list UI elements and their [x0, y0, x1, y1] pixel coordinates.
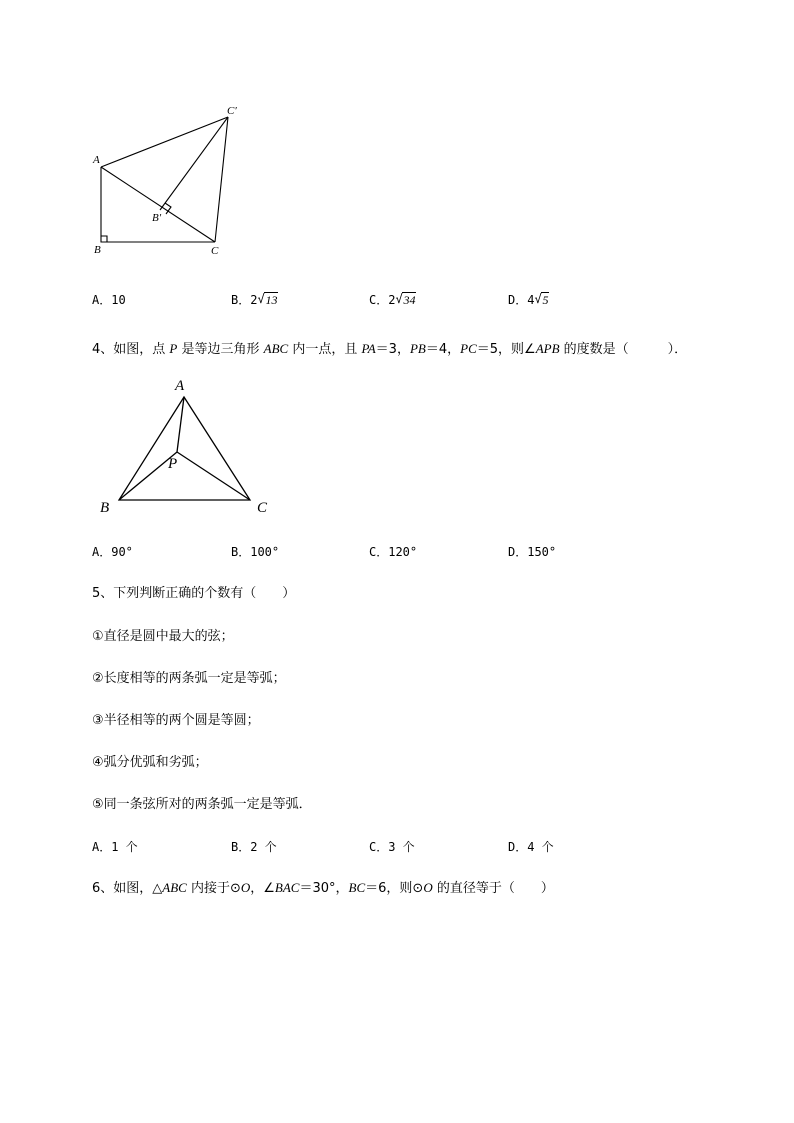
q4-stem-t5: ＝4， [425, 342, 461, 357]
q4-stem-abc: ABC [263, 341, 289, 356]
q4-stem-pc: PC [460, 341, 477, 356]
q6-stem-t6: 的直径等于（ ） [432, 881, 554, 896]
sqrt-icon: √ 34 [395, 292, 416, 307]
q6-stem-t3: ，∠ [250, 881, 275, 896]
q3-label-bprime: B′ [152, 212, 162, 224]
q5-option-b: B．2 个 [231, 840, 277, 854]
q3-label-cprime: C′ [227, 105, 237, 117]
q6-stem-t4: ＝30°， [299, 881, 349, 896]
q6-stem-bac: BAC [274, 880, 300, 895]
q4-stem-t6: ＝5，则∠ [476, 342, 536, 357]
q5-option-d: D．4 个 [508, 840, 554, 854]
q4-option-b: B．100° [231, 545, 280, 559]
q4-stem-t7: 的度数是（ ）． [559, 342, 688, 357]
q6-stem-t2: 内接于⊙ [186, 881, 241, 896]
q3-label-a: A [93, 154, 100, 166]
q3-option-d-radicand: 5 [542, 293, 549, 307]
q4-stem-pb: PB [409, 341, 426, 356]
q4-stem-t4: ＝3， [375, 342, 410, 357]
q5-statement-3: ③半径相等的两个圆是等圆； [92, 713, 260, 728]
q6-stem-bc: BC [348, 880, 366, 895]
q4-option-d: D．150° [508, 545, 557, 559]
q6-stem-abc: ABC [162, 880, 187, 895]
q4-stem-t1: 4、如图，点 [92, 342, 170, 357]
q6-stem [92, 880, 554, 897]
q5-option-a: A．1 个 [92, 840, 138, 854]
q3-option-b-radicand: 13 [265, 293, 278, 307]
q4-stem-pa: PA [361, 341, 376, 356]
q3-label-b: B [94, 244, 101, 256]
q3-option-b-prefix: B．2 [231, 293, 258, 307]
q5-option-c: C．3 个 [369, 840, 415, 854]
q6-stem-t5: ＝6，则⊙ [365, 881, 424, 896]
q6-stem-o1: O [240, 880, 251, 895]
q5-statement-4: ④弧分优弧和劣弧； [92, 755, 208, 770]
q4-stem-t3: 内一点，且 [288, 342, 362, 357]
q6-stem-o2: O [423, 880, 433, 895]
q5-stem: 5、下列判断正确的个数有（ ） [92, 586, 296, 601]
q4-stem-t2: 是等边三角形 [177, 342, 264, 357]
q5-statement-2: ②长度相等的两条弧一定是等弧； [92, 671, 286, 686]
sqrt-icon: √ 5 [534, 292, 549, 307]
q4-stem-apb: APB [535, 341, 560, 356]
q3-option-c-radicand: 34 [403, 293, 416, 307]
q4-label-p: P [168, 456, 178, 472]
q4-option-c: C．120° [369, 545, 418, 559]
q6-stem-t1: 6、如图，△ [92, 881, 163, 896]
q3-label-c: C [211, 245, 219, 257]
q4-label-a: A [175, 378, 185, 394]
q3-option-c-prefix: C．2 [369, 293, 396, 307]
q4-label-c: C [257, 500, 268, 516]
sqrt-icon: √ 13 [257, 292, 278, 307]
q3-option-a: A．10 [92, 293, 126, 307]
q4-stem-p: P [169, 341, 178, 356]
q4-option-a: A．90° [92, 545, 133, 559]
q4-segment-pc [177, 452, 250, 500]
q5-statement-1: ①直径是圆中最大的弦； [92, 629, 234, 644]
q4-label-b: B [100, 500, 110, 516]
q3-option-d-prefix: D．4 [508, 293, 535, 307]
q5-statement-5: ⑤同一条弦所对的两条弧一定是等弧． [92, 797, 312, 812]
